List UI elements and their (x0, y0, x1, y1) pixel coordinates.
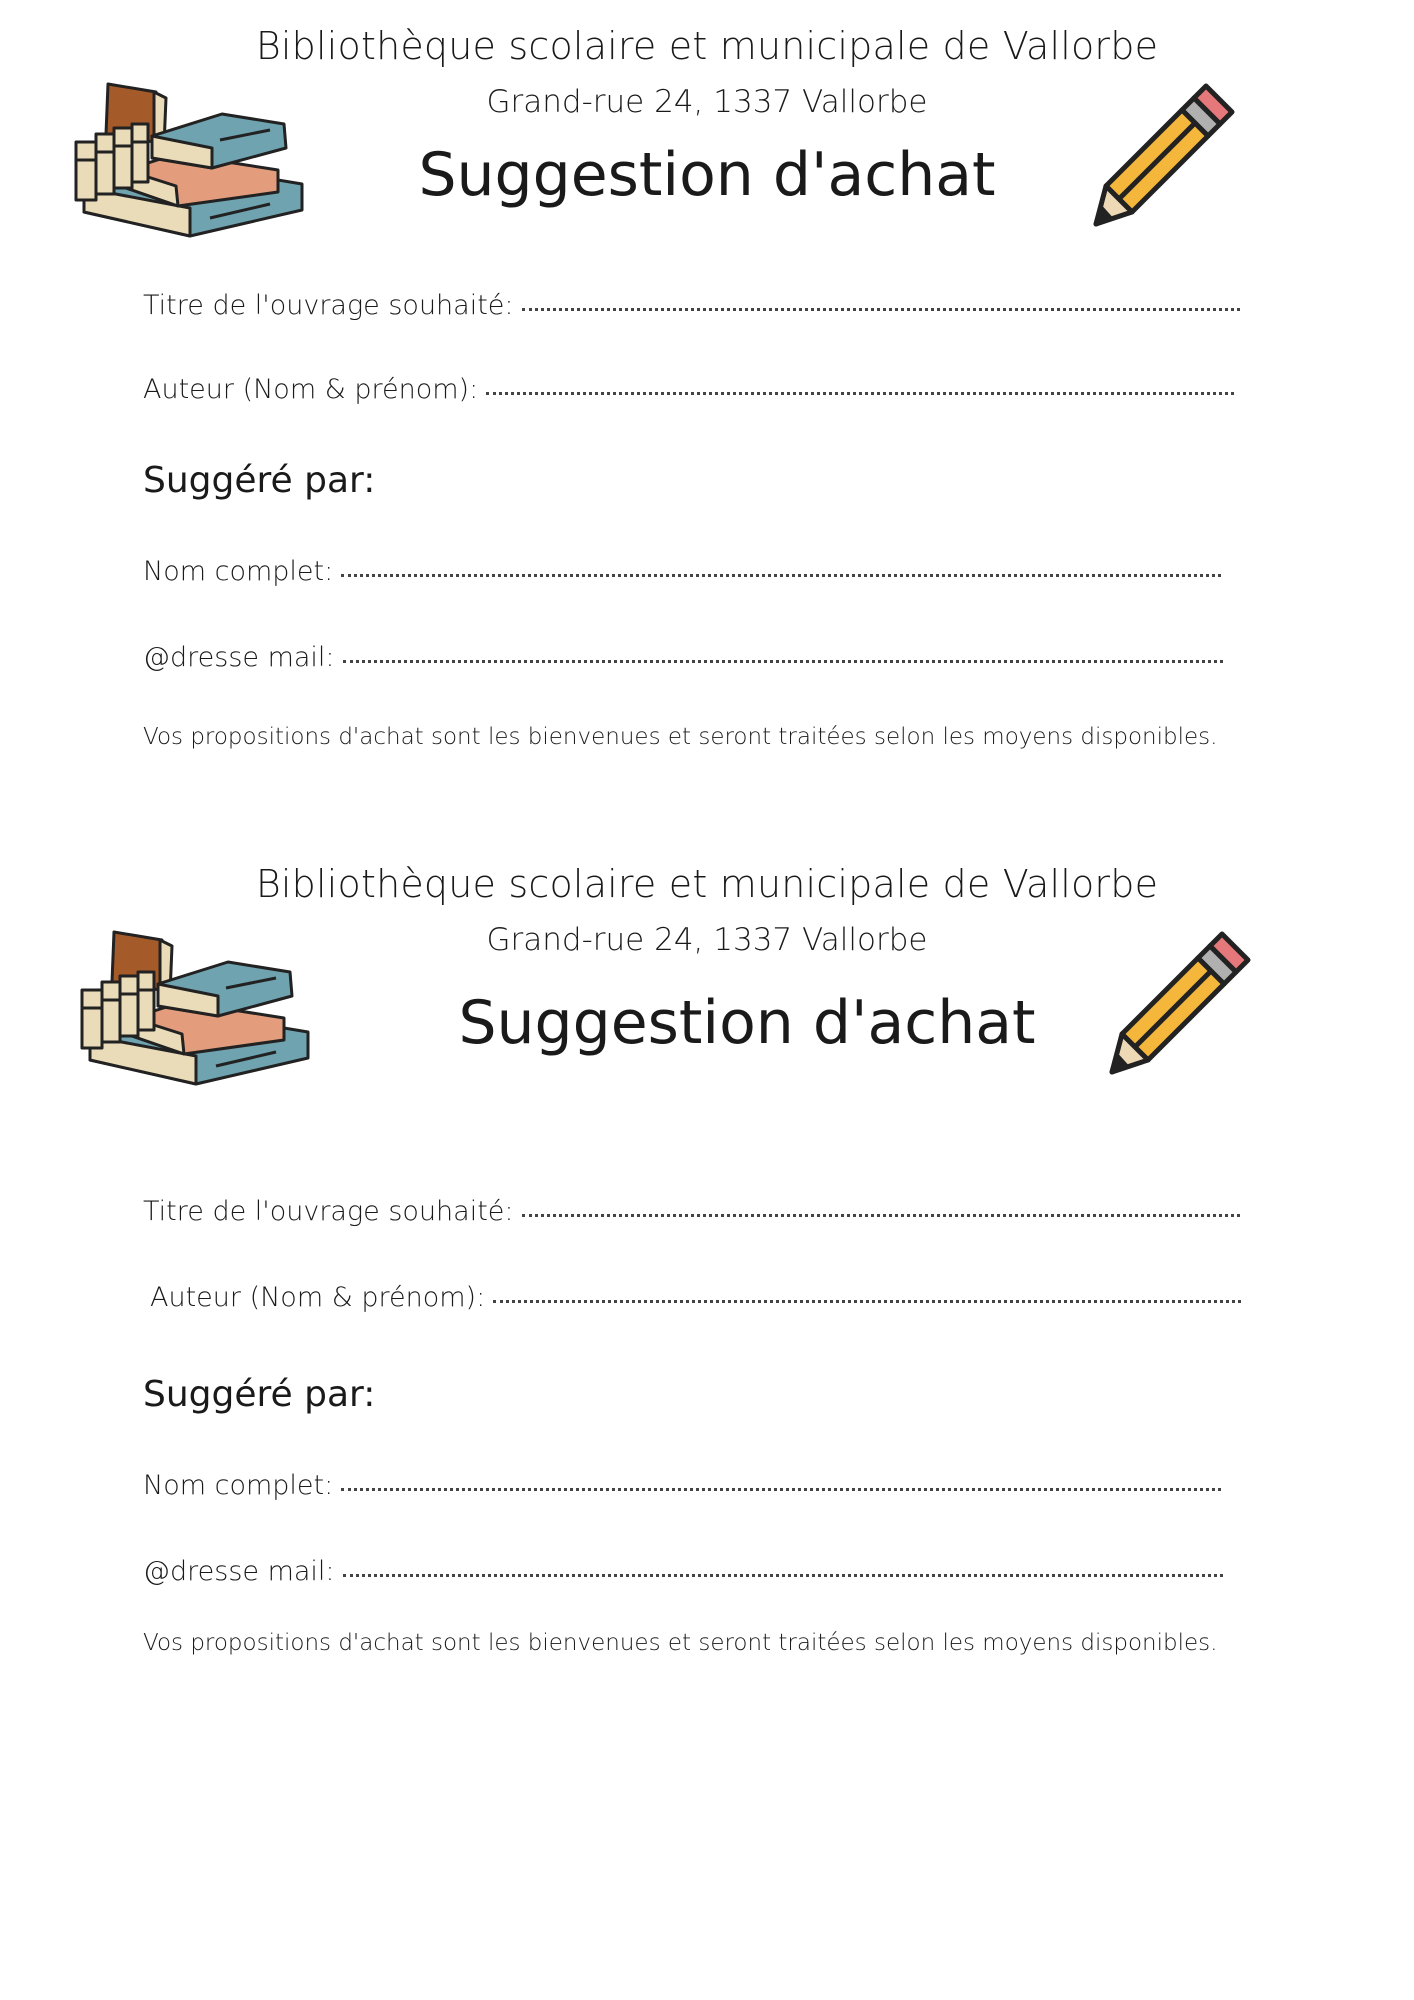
form-title: Suggestion d'achat (458, 988, 1036, 1058)
library-name: Bibliothèque scolaire et municipale de Vallorbe (255, 24, 1159, 68)
book-title-dotted-line[interactable] (522, 1214, 1240, 1217)
pencil-icon (1088, 80, 1238, 230)
author-label: Auteur (Nom & prénom): (143, 374, 479, 405)
book-title-label: Titre de l'ouvrage souhaité: (143, 1196, 514, 1227)
author-field[interactable] (143, 374, 1234, 405)
book-title-label: Titre de l'ouvrage souhaité: (143, 290, 514, 321)
author-dotted-line[interactable] (486, 392, 1234, 395)
email-field[interactable] (143, 1556, 1223, 1587)
full-name-label: Nom complet: (143, 556, 334, 587)
books-stack-icon (70, 80, 310, 245)
library-name: Bibliothèque scolaire et municipale de Vallorbe (255, 862, 1159, 906)
book-title-field[interactable] (143, 1196, 1240, 1227)
library-address: Grand-rue 24, 1337 Vallorbe (486, 922, 928, 958)
book-title-field[interactable] (143, 290, 1240, 321)
info-note: Vos propositions d'achat sont les bienvenues et seront traitées selon les moyens disponibles. (143, 1630, 1218, 1656)
pencil-icon (1104, 928, 1254, 1078)
email-label: @dresse mail: (143, 1556, 335, 1587)
full-name-label: Nom complet: (143, 1470, 334, 1501)
author-label: Auteur (Nom & prénom): (150, 1282, 486, 1313)
email-dotted-line[interactable] (343, 1574, 1223, 1577)
email-field[interactable] (143, 642, 1223, 673)
book-title-dotted-line[interactable] (522, 308, 1240, 311)
email-label: @dresse mail: (143, 642, 335, 673)
suggested-by-heading: Suggéré par: (143, 460, 376, 501)
info-note: Vos propositions d'achat sont les bienvenues et seront traitées selon les moyens disponibles. (143, 724, 1218, 750)
full-name-field[interactable] (143, 1470, 1221, 1501)
suggested-by-heading: Suggéré par: (143, 1374, 376, 1415)
author-field[interactable] (150, 1282, 1241, 1313)
full-name-dotted-line[interactable] (341, 1488, 1221, 1491)
books-stack-icon (76, 928, 316, 1093)
full-name-dotted-line[interactable] (341, 574, 1221, 577)
email-dotted-line[interactable] (343, 660, 1223, 663)
full-name-field[interactable] (143, 556, 1221, 587)
form-title: Suggestion d'achat (418, 140, 996, 210)
library-address: Grand-rue 24, 1337 Vallorbe (486, 84, 928, 120)
author-dotted-line[interactable] (493, 1300, 1241, 1303)
